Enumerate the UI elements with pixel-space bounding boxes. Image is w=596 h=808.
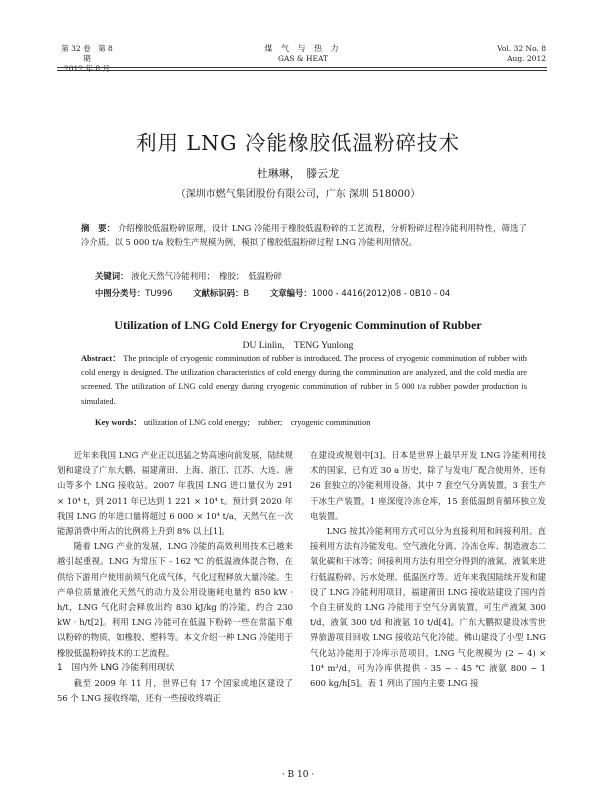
- publish-date-en: Aug. 2012: [507, 54, 546, 63]
- doccode-label: 文献标识码：: [193, 288, 244, 298]
- section-heading: 1 国内外 LNG 冷能利用现状: [57, 662, 175, 673]
- keywords-cn: [95, 270, 282, 282]
- class-label: 中图分类号：: [95, 288, 146, 298]
- article-title: 利用 LNG 冷能橡胶低温粉碎技术: [136, 131, 460, 155]
- articleno-label: 文章编号：: [269, 288, 312, 298]
- english-authors: DU Linlin, TENG Yunlong: [242, 341, 354, 351]
- header-rule-top: [57, 67, 547, 68]
- classification-row: [95, 287, 468, 299]
- keywords-en-text: utilization of LNG cold energy; rubber; cryogenic comminution: [143, 418, 371, 427]
- body-paragraph: 截至 2009 年 11 月，世界已有 17 个国家或地区建设了 56 个 LNG 接收终端，还有一些接收终端正: [57, 678, 293, 704]
- english-title: Utilization of LNG Cold Energy for Cryogenic Comminution of Rubber: [114, 318, 482, 332]
- abstract-en-label: Abstract：: [81, 354, 122, 363]
- abstract-en: [81, 352, 527, 409]
- keywords-cn-text: 液化天然气冷能利用； 橡胶； 低温粉碎: [131, 271, 282, 281]
- class-value: TU996: [145, 288, 173, 298]
- keywords-en: [95, 416, 370, 428]
- body-paragraph: 在建设或规划中[3]。日本是世界上最早开发 LNG 冷能利用技术的国家，已有近 30 a 历史，除了与发电厂配合使用外，还有 26 套独立的冷能利用设备，其中 7 套空气分离装置，3 套生产干冰生产装置，1 座深度冷冻仓库，15 套低温朗肯循环独立发电装置。: [310, 450, 546, 521]
- body-paragraph: 近年来我国 LNG 产业正以迅猛之势高速向前发展，陆续规划和建设了广东大鹏、福建莆田、上海、浙江、江苏、大连、唐山等多个 LNG 接收站。2007 年我国 LNG 进口量仅为 291 × 10⁴ t，到 2011 年已达到 1 221 × 10⁴ t。预计到 2020 年我国 LNG 的年进口量将超过 6 000 × 10⁴ t/a，天然气在一次能源消费中所占的比例将上升到 8% 以上[1]。: [57, 450, 293, 537]
- body-paragraph: LNG 按其冷能利用方式可以分为直接利用和间接利用。直接利用方法有冷能发电、空气液化分离、冷冻仓库、制造液态二氧化碳和干冰等；间接利用方法有用空分得到的液氮、液氧来进行低温粉碎、污水处理、低温医疗等。近年来我国陆续开发和建设了 LNG 冷能利用项目，福建莆田 LNG 接收站建设了国内首个自主研发的 LNG 冷能用于空气分离装置，可生产液氮 300 t/d，液氧 300 t/d 和液氩 10 t/d[4]。广东大鹏拟建设冰雪世界旅游项目回收 LNG 接收站气化冷能。佛山建设了小型 LNG 气化站冷能用于冷库示范项目，LNG 气化规模为 (2 ~ 4) × 10⁴ m³/d，可为冷库供提供 - 35 ~ - 45 ℃ 液氨 800 ~ 1 600 kg/h[5]。表 1 列出了国内主要 LNG 接: [310, 526, 546, 689]
- journal-name: [248, 44, 358, 64]
- body-column-left: [57, 448, 293, 706]
- article-authors: 杜琳琳， 滕云龙: [256, 167, 340, 180]
- body-column-right: [310, 448, 546, 691]
- volume-issue: 第 32 卷 第 8 期: [61, 44, 113, 63]
- abstract-cn: [81, 222, 527, 249]
- abstract-en-text: The principle of cryogenic comminution of rubber is introduced. The process of cryogenic comminution of rubber with cold energy is designed. The utilization characteristics of cold energy during the comminution are analyzed, and the cold media are screened. The utilization of LNG cold energy during cryogenic comminution of rubber in 5 000 t/a rubber powder production is simulated.: [81, 354, 527, 406]
- body-paragraph: 随着 LNG 产业的发展，LNG 冷能的高效利用技术已越来越引起重视。LNG 为常压下 - 162 ℃ 的低温液体混合物，在供给下游用户使用前须气化成气体，气化过程释放大量冷能。生产单位质量液化天然气的动力及公用设施耗电量约 850 kW · h/t，LNG 气化时会释放出约 830 kJ/kg 的冷能，约合 230 kW · h/t[2]。利用 LNG 冷能可在低温下粉碎一些在常温下难以粉碎的物质，如橡胶、塑料等。本文介绍一种 LNG 冷能用于橡胶低温粉碎技术的工艺流程。: [57, 541, 293, 658]
- page-number: · B 10 ·: [281, 770, 315, 780]
- journal-name-cn: 煤 气 与 热 力: [264, 44, 342, 53]
- keywords-cn-label: 关键词：: [95, 271, 129, 281]
- abstract-cn-text: 介绍橡胶低温粉碎原理，设计 LNG 冷能用于橡胶低温粉碎的工艺流程，分析粉碎过程冷能利用特性，筛选了冷介质。以 5 000 t/a 胶粉生产规模为例，模拟了橡胶低温粉碎过程 LNG 冷能利用情况。: [81, 223, 528, 247]
- volume-issue-en: Vol. 32 No. 8: [497, 44, 546, 53]
- journal-name-en: GAS & HEAT: [277, 54, 328, 63]
- journal-volume-info-en: [497, 44, 546, 64]
- article-affiliation: （深圳市燃气集团股份有限公司，广东 深圳 518000）: [175, 189, 421, 200]
- header-rule-bottom: [57, 70, 547, 71]
- keywords-en-label: Key words：: [95, 418, 142, 427]
- abstract-cn-label: 摘 要：: [81, 223, 116, 233]
- articleno-value: 1000 - 4416(2012)08 - 0B10 - 04: [311, 288, 451, 298]
- doccode-value: B: [243, 288, 250, 298]
- publish-date: 2012 年 8 月: [63, 64, 110, 73]
